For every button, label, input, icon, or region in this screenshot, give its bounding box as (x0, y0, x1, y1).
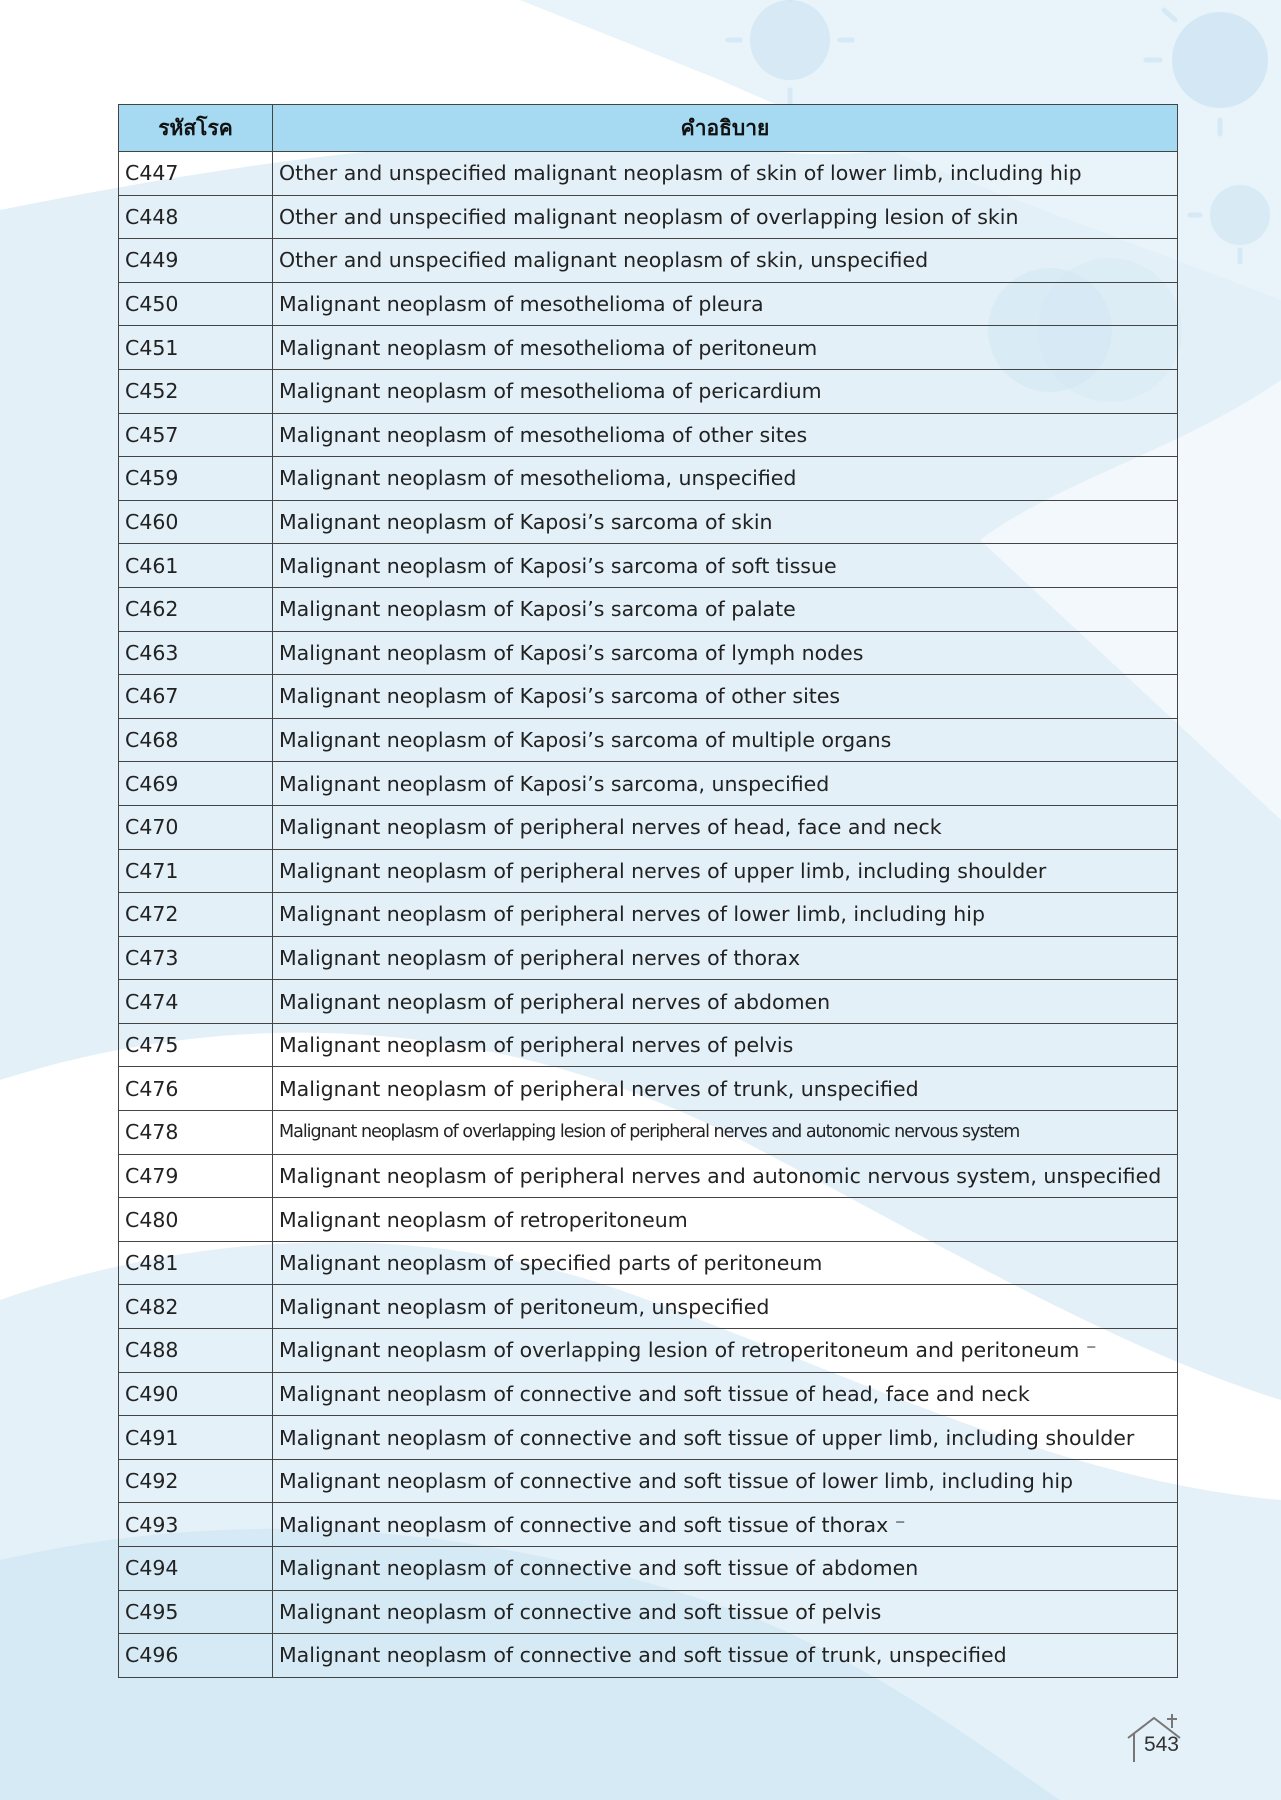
row-code: C469 (119, 762, 273, 806)
row-description: Malignant neoplasm of Kaposi’s sarcoma of multiple organs (273, 718, 1178, 762)
row-description: Malignant neoplasm of mesothelioma of pleura (273, 282, 1178, 326)
row-description: Malignant neoplasm of mesothelioma of other sites (273, 413, 1178, 457)
row-code: C480 (119, 1198, 273, 1242)
row-code: C468 (119, 718, 273, 762)
row-description: Malignant neoplasm of Kaposi’s sarcoma of palate (273, 587, 1178, 631)
row-code: C451 (119, 326, 273, 370)
row-code: C462 (119, 587, 273, 631)
row-description: Malignant neoplasm of peripheral nerves of trunk, unspecified (273, 1067, 1178, 1111)
row-description: Malignant neoplasm of peripheral nerves of pelvis (273, 1023, 1178, 1067)
table-row (119, 936, 1178, 980)
row-code: C482 (119, 1285, 273, 1329)
row-description: Malignant neoplasm of mesothelioma of peritoneum (273, 326, 1178, 370)
row-code: C481 (119, 1241, 273, 1285)
row-code: C450 (119, 282, 273, 326)
row-description: Other and unspecified malignant neoplasm of skin, unspecified (273, 239, 1178, 283)
row-code: C449 (119, 239, 273, 283)
row-code: C452 (119, 369, 273, 413)
row-description: Malignant neoplasm of connective and soft tissue of abdomen (273, 1547, 1178, 1591)
row-code: C495 (119, 1590, 273, 1634)
row-code: C496 (119, 1634, 273, 1678)
table-row (119, 1329, 1178, 1373)
table-row (119, 152, 1178, 196)
row-description: Malignant neoplasm of mesothelioma of pericardium (273, 369, 1178, 413)
row-code: C491 (119, 1416, 273, 1460)
table-row (119, 1285, 1178, 1329)
row-code: C447 (119, 152, 273, 196)
row-code: C459 (119, 457, 273, 501)
row-code: C467 (119, 675, 273, 719)
table-row (119, 413, 1178, 457)
table-row (119, 1547, 1178, 1591)
header-description: คำอธิบาย (273, 105, 1178, 152)
row-description: Malignant neoplasm of Kaposi’s sarcoma of skin (273, 500, 1178, 544)
table-row (119, 805, 1178, 849)
table-row (119, 1503, 1178, 1547)
row-code: C461 (119, 544, 273, 588)
table-row (119, 631, 1178, 675)
row-code: C473 (119, 936, 273, 980)
table-row (119, 1198, 1178, 1242)
row-description: Malignant neoplasm of peripheral nerves of head, face and neck (273, 805, 1178, 849)
table-row (119, 1372, 1178, 1416)
table-row (119, 500, 1178, 544)
table-row (119, 718, 1178, 762)
row-description: Malignant neoplasm of Kaposi’s sarcoma, unspecified (273, 762, 1178, 806)
row-description: Malignant neoplasm of mesothelioma, unspecified (273, 457, 1178, 501)
row-code: C478 (119, 1111, 273, 1155)
row-code: C490 (119, 1372, 273, 1416)
house-cross-icon (1124, 1712, 1184, 1764)
row-description: Malignant neoplasm of peritoneum, unspecified (273, 1285, 1178, 1329)
table-row (119, 1241, 1178, 1285)
row-code: C493 (119, 1503, 273, 1547)
row-code: C472 (119, 893, 273, 937)
table-row (119, 587, 1178, 631)
row-description: Malignant neoplasm of peripheral nerves of thorax (273, 936, 1178, 980)
row-code: C448 (119, 195, 273, 239)
table-row (119, 195, 1178, 239)
table-row (119, 239, 1178, 283)
row-description: Malignant neoplasm of peripheral nerves and autonomic nervous system, unspecified (273, 1154, 1178, 1198)
table-row (119, 893, 1178, 937)
row-description: Malignant neoplasm of peripheral nerves of lower limb, including hip (273, 893, 1178, 937)
row-description: Malignant neoplasm of retroperitoneum (273, 1198, 1178, 1242)
row-code: C494 (119, 1547, 273, 1591)
row-code: C476 (119, 1067, 273, 1111)
row-code: C479 (119, 1154, 273, 1198)
table-row (119, 849, 1178, 893)
table-row (119, 675, 1178, 719)
row-code: C475 (119, 1023, 273, 1067)
header-code: รหัสโรค (119, 105, 273, 152)
table-row (119, 457, 1178, 501)
table-row (119, 1634, 1178, 1678)
row-description: Malignant neoplasm of overlapping lesion of retroperitoneum and peritoneum ⁻ (273, 1329, 1178, 1373)
row-description: Malignant neoplasm of connective and soft tissue of trunk, unspecified (273, 1634, 1178, 1678)
page-number: 543 (1143, 1733, 1179, 1756)
row-description: Malignant neoplasm of Kaposi’s sarcoma of lymph nodes (273, 631, 1178, 675)
table-row (119, 1459, 1178, 1503)
row-code: C474 (119, 980, 273, 1024)
row-code: C460 (119, 500, 273, 544)
table-row (119, 1154, 1178, 1198)
table-row (119, 1416, 1178, 1460)
row-description: Malignant neoplasm of specified parts of peritoneum (273, 1241, 1178, 1285)
row-description: Malignant neoplasm of connective and soft tissue of upper limb, including shoulder (273, 1416, 1178, 1460)
row-code: C471 (119, 849, 273, 893)
table-header-row (119, 105, 1178, 152)
table-row (119, 282, 1178, 326)
row-description: Malignant neoplasm of peripheral nerves of upper limb, including shoulder (273, 849, 1178, 893)
table-row (119, 544, 1178, 588)
row-code: C457 (119, 413, 273, 457)
table-row (119, 1111, 1178, 1155)
row-description: Malignant neoplasm of Kaposi’s sarcoma of soft tissue (273, 544, 1178, 588)
table-row (119, 1023, 1178, 1067)
row-code: C463 (119, 631, 273, 675)
table-row (119, 1067, 1178, 1111)
disease-code-table (118, 104, 1178, 1678)
row-description: Malignant neoplasm of connective and soft tissue of lower limb, including hip (273, 1459, 1178, 1503)
table-row (119, 326, 1178, 370)
row-description: Malignant neoplasm of connective and soft tissue of head, face and neck (273, 1372, 1178, 1416)
row-code: C492 (119, 1459, 273, 1503)
table-row (119, 369, 1178, 413)
row-description: Malignant neoplasm of Kaposi’s sarcoma of other sites (273, 675, 1178, 719)
row-description: Malignant neoplasm of overlapping lesion of peripheral nerves and autonomic nervous system (273, 1111, 1178, 1155)
row-description: Malignant neoplasm of connective and soft tissue of pelvis (273, 1590, 1178, 1634)
row-code: C488 (119, 1329, 273, 1373)
row-code: C470 (119, 805, 273, 849)
row-description: Other and unspecified malignant neoplasm of skin of lower limb, including hip (273, 152, 1178, 196)
table-row (119, 1590, 1178, 1634)
table-row (119, 762, 1178, 806)
row-description: Malignant neoplasm of peripheral nerves of abdomen (273, 980, 1178, 1024)
row-description: Other and unspecified malignant neoplasm of overlapping lesion of skin (273, 195, 1178, 239)
table-row (119, 980, 1178, 1024)
row-description: Malignant neoplasm of connective and soft tissue of thorax ⁻ (273, 1503, 1178, 1547)
